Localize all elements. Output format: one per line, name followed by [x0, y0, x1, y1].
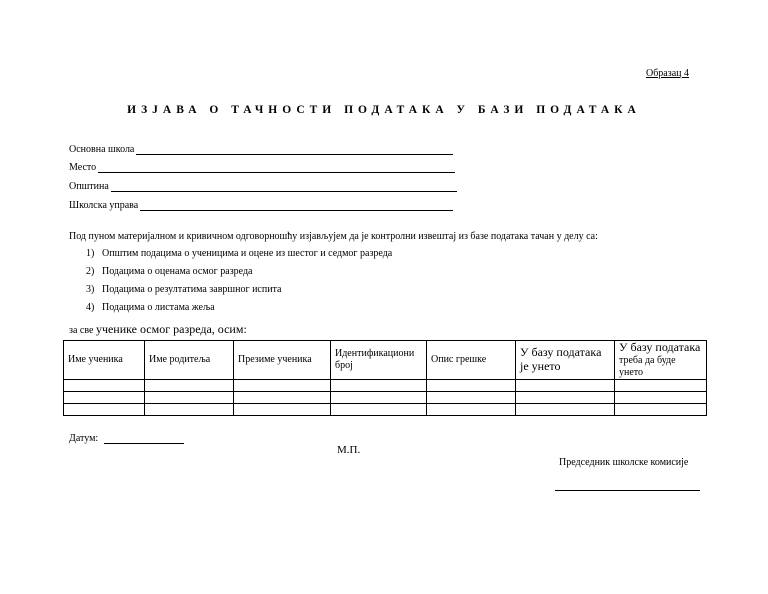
table-header-row [64, 341, 707, 380]
table-cell[interactable] [64, 392, 145, 404]
table-cell[interactable] [427, 392, 516, 404]
place-line[interactable] [98, 162, 455, 173]
date-label: Датум: [69, 433, 99, 444]
header-student-name: Име ученика [64, 341, 145, 380]
table-cell[interactable] [516, 404, 615, 416]
intro-text: Под пуном материјалном и кривичном одговорношћу изјављујем да је контролни извештај из базе података тачан у делу са: [69, 231, 598, 242]
header-entered-text: У базу податакa је унето [520, 345, 602, 373]
seal-placeholder: М.П. [337, 444, 361, 456]
list-item [86, 266, 252, 277]
place-label: Место [69, 162, 97, 173]
school-label: Основна школа [69, 144, 135, 155]
table-cell[interactable] [615, 404, 707, 416]
table-cell[interactable] [615, 392, 707, 404]
date-line[interactable] [104, 433, 184, 444]
school-administration-field [69, 200, 453, 211]
school-administration-line[interactable] [140, 200, 453, 211]
table-cell[interactable] [427, 404, 516, 416]
list-text: Општим подацима о ученицима и оцене из шестог и седмог разреда [102, 248, 393, 259]
school-line[interactable] [136, 144, 453, 155]
list-number: 2) [86, 266, 95, 277]
table-cell[interactable] [516, 380, 615, 392]
header-parent-name: Име родитеља [145, 341, 234, 380]
school-field [69, 144, 453, 155]
signature-line[interactable] [555, 490, 700, 491]
header-identification-number: Идентификациони број [331, 341, 427, 380]
table-cell[interactable] [64, 404, 145, 416]
table-cell[interactable] [145, 380, 234, 392]
table-cell[interactable] [64, 380, 145, 392]
school-administration-label: Школска управа [69, 200, 139, 211]
table-cell[interactable] [234, 404, 331, 416]
table-cell[interactable] [516, 392, 615, 404]
list-item [86, 284, 282, 295]
all-students-rest: ученике осмог разреда, осим: [95, 322, 247, 336]
table-cell[interactable] [615, 380, 707, 392]
list-number: 1) [86, 248, 95, 259]
list-text: Подацима о листама жеља [102, 302, 215, 313]
table-cell[interactable] [331, 404, 427, 416]
municipality-line[interactable] [111, 181, 457, 192]
header-error-description: Опис грешке [427, 341, 516, 380]
municipality-label: Општина [69, 181, 109, 192]
table-cell[interactable] [145, 404, 234, 416]
header-should-be-line2: треба да буде унето [619, 355, 676, 378]
table-cell[interactable] [234, 380, 331, 392]
table-cell[interactable] [331, 380, 427, 392]
list-number: 3) [86, 284, 95, 295]
table-cell[interactable] [331, 392, 427, 404]
table-row [64, 404, 707, 416]
header-student-surname: Презиме ученика [234, 341, 331, 380]
table-cell[interactable] [234, 392, 331, 404]
list-number: 4) [86, 302, 95, 313]
list-item [86, 302, 215, 313]
list-text: Подацима о резултатима завршног испита [102, 284, 282, 295]
place-field [69, 162, 455, 173]
table-cell[interactable] [145, 392, 234, 404]
municipality-field [69, 181, 457, 192]
header-should-be-entered [615, 341, 707, 380]
header-entered-in-database [516, 341, 615, 380]
date-field [69, 433, 184, 444]
header-should-be-line1: У базу података [619, 340, 701, 354]
table-cell[interactable] [427, 380, 516, 392]
all-students-text [69, 322, 247, 337]
list-text: Подацима о оценама осмог разреда [102, 266, 253, 277]
document-title: ИЗЈАВА О ТАЧНОСТИ ПОДАТАКА У БАЗИ ПОДАТАКА [127, 104, 641, 116]
table-row [64, 392, 707, 404]
president-label: Председник школске комисије [559, 457, 689, 468]
list-item [86, 248, 392, 259]
errors-table [63, 340, 707, 416]
form-number: Образац 4 [646, 68, 689, 79]
table-row [64, 380, 707, 392]
all-students-prefix: за све [69, 325, 96, 336]
